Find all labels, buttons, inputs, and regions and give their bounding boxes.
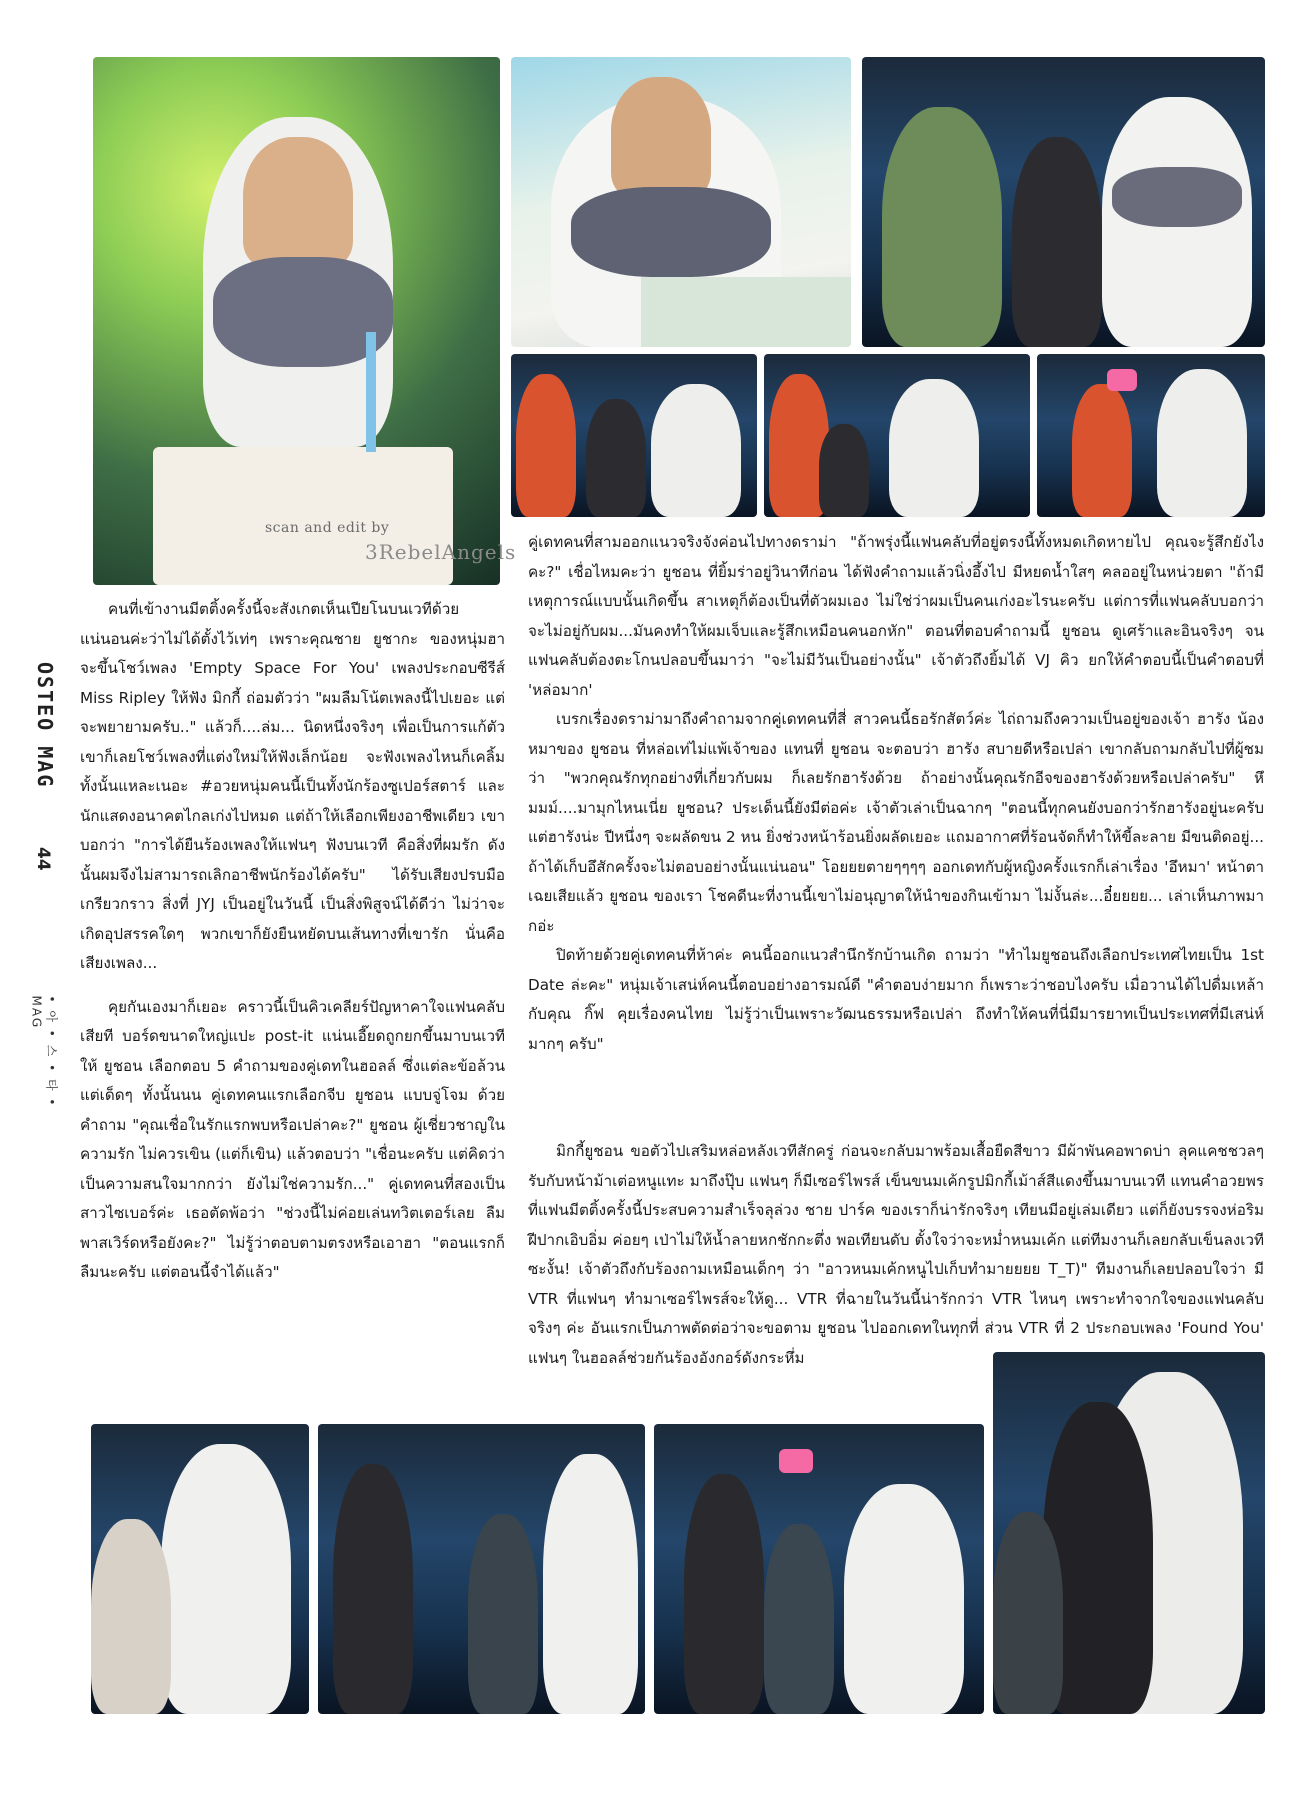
photo-guest-2 — [764, 354, 1030, 517]
guest-figure — [516, 374, 576, 517]
person-figure — [844, 1484, 964, 1714]
guest-figure — [764, 1524, 834, 1714]
right-text-column — [528, 528, 1264, 1059]
guest-figure — [819, 424, 869, 517]
left-text-column — [80, 595, 505, 1288]
photo-bottom-3 — [654, 1424, 984, 1714]
photo-guest-1 — [511, 354, 757, 517]
credit-line-1: scan and edit by — [265, 520, 390, 536]
photo-stage-guests — [862, 57, 1265, 347]
person-figure — [1157, 369, 1247, 517]
guest-figure — [91, 1519, 171, 1714]
guest-figure — [468, 1514, 538, 1714]
guest-figure — [684, 1474, 764, 1714]
face-figure — [611, 77, 711, 197]
photo-guest-3 — [1037, 354, 1265, 517]
guest-figure — [586, 399, 646, 517]
candle-figure — [366, 332, 376, 452]
guest-figure — [993, 1512, 1063, 1714]
guest-figure — [333, 1464, 413, 1714]
page-number: 44 — [33, 847, 53, 871]
guest-figure — [1072, 384, 1132, 517]
credit-line-2: 3RebelAngels — [365, 540, 517, 564]
paragraph: มิกกี้ยูชอน ขอตัวไปเสริมหล่อหลังเวทีสักครู่ ก่อนจะกลับมาพร้อมเสื้อยืดสีขาว มีผ้าพันคอพาดบ่า ลุคแคชชวลๆ รับกับหน้าม้าเต่อหนูแทะ มาถึงปุ๊บ แฟนๆ ก็มีเซอร์ไพรส์ เข็นขนมเค้กรูปมิกกี้เม้าส์สีแดงขึ้นมาบนเวที แทนคำอวยพรที่แฟนมีตติ้งครั้งนี้ประสบความสำเร็จลุล่วง ชาย ปาร์ค ของเราก็น่ารักจริงๆ เทียนมีอยู่เล่มเดียว แต่ก็ยังบรรจงห่อริมฝีปากเอิบอิ่ม ค่อยๆ เป่าไม่ให้น้ำลายหกชักกะตึ่ง พอเทียนดับ ตั้งใจว่าจะหม่ำหนมเค้ก แต่ทีมงานก็เลยกลับเข็นลงเวทีซะงั้น! เจ้าตัวถึงกับร้องถามเหมือนเด็กๆ ว่า "อาวหนมเค้กหนูไปเก็บทำมายยยย T_T)" ทีมงานก็เลยปลอบใจว่า มี VTR ที่แฟนๆ ทำมาเซอร์ไพรส์จะให้ดู... VTR ที่ฉายในวันนี้น่ารักกว่า VTR ไหนๆ เพราะทำจากใจของแฟนคลับจริงๆ ค่ะ อันแรกเป็นภาพตัดต่อว่าจะขอตาม ยูชอน ไปออกเดทในทุกที่ ส่วน VTR ที่ 2 ประกอบเพลง 'Found You' แฟนๆ ในฮอลล์ช่วยกันร้องอังกอร์ดังกระหึ่ม — [528, 1142, 1264, 1367]
photo-bottom-1 — [91, 1424, 309, 1714]
toy-hammer-figure — [1107, 369, 1137, 391]
face-figure — [243, 137, 353, 267]
person-figure — [651, 384, 741, 517]
person-figure — [161, 1444, 291, 1714]
photo-bottom-2 — [318, 1424, 645, 1714]
paragraph: เบรกเรื่องดราม่ามาถึงคำถามจากคู่เดทคนที่สี่ สาวคนนี้ธอรักสัตว์ค่ะ ไถ่ถามถึงความเป็นอยู่ของเจ้า ฮารัง น้องหมาของ ยูชอน ที่หล่อเท่ไม่แพ้เจ้าของ แทนที่ ยูชอน จะตอบว่า ฮารัง สบายดีหรือเปล่า เขากลับถามกลับไปที่ผู้ชมว่า "พวกคุณรักทุกอย่างที่เกี่ยวกับผม ก็เลยรักฮารังด้วย ถ้าอย่างนั้นคุณรักอีจของฮารังด้วยหรือเปล่าครับ" หึมมม์....มามุกไหนเนี่ย ยูชอน? ประเด็นนี้ยังมีต่อค่ะ เจ้าตัวเล่าเป็นฉากๆ "ตอนนี้ทุกคนยังบอกว่ารักฮารังอยู่นะครับ แต่ฮารังน่ะ ปีหนึ่งๆ จะผลัดขน 2 หน ยิ่งช่วงหน้าร้อนยิ่งผลัดเยอะ แถมอากาศที่ร้อนจัดก็ทำให้ขี้ละลาย มีขนติดอยู่... ถ้าได้เก็บอึสักครั้งจะไม่ตอบอย่างนั้นแน่นอน" โอยยยตายๆๆๆๆ ออกเดทกับผู้หญิงครั้งแรกก็เล่าเรื่อง 'อึหมา' หน้าตาเฉยเสียแล้ว ยูชอน ของเรา โชคดีนะที่งานนี้เขาไม่อนุญาตให้นำของกินเข้ามา ไม่งั้นล่ะ...อี๋ยยยย... เล่าเห็นภาพมากอ่ะ — [528, 710, 1264, 935]
sidebar-text: • 아 • 스 • 타 • MAG — [29, 995, 59, 1108]
magazine-sidebar — [29, 662, 60, 1190]
magazine-brand: OSTEO MAG — [33, 662, 57, 789]
cake-figure — [153, 447, 453, 585]
person-figure — [889, 379, 979, 517]
right-text-column-lower — [528, 1137, 1264, 1373]
guest-figure — [1012, 137, 1102, 347]
person-figure — [543, 1454, 638, 1714]
photo-bottom-4 — [993, 1352, 1265, 1714]
scarf-figure — [1112, 167, 1242, 227]
paragraph: คนที่เข้างานมีตติ้งครั้งนี้จะสังเกตเห็นเปียโนบนเวทีด้วย แน่นอนค่ะว่าไม่ได้ตั้งไว้เท่ๆ เพราะคุณชาย ยูชากะ ของหนุ่มฮา จะขึ้นโชว์เพลง 'Empty Space For You' เพลงประกอบซีรีส์ Miss Ripley ให้ฟัง มิกกี้ ถ่อมตัวว่า "ผมลืมโน้ตเพลงนี้ไปเยอะ แต่จะพยายามครับ.." แล้วก็....ล่ม... นิดหนึ่งจริงๆ เพื่อเป็นการแก้ตัว เขาก็เลยโชว์เพลงที่แต่งใหม่ให้ฟังเล็กน้อย จะฟังเพลงไหนก็เคลิ้มทั้งนั้นแหละเนอะ #อวยหนุ่มคนนี้เป็นทั้งนักร้องซูเปอร์สตาร์ และนักแสดงอนาคตไกลเก่งไปหมด แต่ถ้าให้เลือกเพียงอาชีพเดียว เขาบอกว่า "การได้ยืนร้องเพลงให้แฟนๆ ฟังบนเวที คือสิ่งที่ผมรัก ดังนั้นผมจึงไม่สามารถเลิกอาชีพนักร้องได้ครับ" ได้รับเสียงปรบมือเกรียวกราว สิ่งที่ JYJ เป็นอยู่ในวันนี้ เป็นสิ่งพิสูจน์ได้ดีว่า ไม่ว่าจะเกิดอุปสรรคใดๆ พวกเขาก็ยังยืนหยัดบนเส้นทางที่เขารัก นั่นคือเสียงเพลง... — [80, 600, 505, 972]
toy-hammer-figure — [779, 1449, 813, 1473]
guest-figure — [882, 107, 1002, 347]
photo-birthday-cake — [93, 57, 500, 585]
paragraph: คู่เดทคนที่สามออกแนวจริงจังค่อนไปทางดราม่า "ถ้าพรุ่งนี้แฟนคลับที่อยู่ตรงนี้ทั้งหมดเกิดหายไป คุณจะรู้สึกยังไงคะ?" เชื่อไหมคะว่า ยูชอน ที่ยิ้มร่าอยู่วินาทีก่อน ได้ฟังคำถามแล้วนิ่งอึ้งไป มีหยดน้ำใสๆ คลออยู่ในหน่วยตา "ถ้ามีเหตุการณ์แบบนั้นเกิดขึ้น สาเหตุก็ต้องเป็นที่ตัวผมเอง ไม่ใช่ว่าผมเป็นคนเก่งอะไรนะครับ แต่การที่แฟนคลับบอกว่าจะไม่อยู่กับผม...มันคงทำให้ผมเจ็บและรู้สึกเหมือนคนอกหัก" ตอนที่ตอบคำถามนี้ ยูชอน ดูเศร้าและอินจริงๆ จนแฟนคลับต้องตะโกนปลอบขึ้นมาว่า "จะไม่มีวันเป็นอย่างนั้น" เจ้าตัวถึงยิ้มได้ VJ คิว ยกให้คำตอบนี้เป็นคำตอบที่ 'หล่อมาก' — [528, 533, 1264, 699]
cake-figure — [641, 277, 851, 347]
photo-blowing-candle — [511, 57, 851, 347]
paragraph: คุยกันเองมาก็เยอะ คราวนี้เป็นคิวเคลียร์ปัญหาคาใจแฟนคลับเสียที บอร์ดขนาดใหญ่แปะ post-it แน่นเอี๊ยดถูกยกขึ้นมาบนเวที ให้ ยูชอน เลือกตอบ 5 คำถามของคู่เดทในฮอลล์ ซึ่งแต่ละข้อล้วนแต่เด็ดๆ ทั้งนั้นนน คู่เดทคนแรกเลือกจีบ ยูชอน แบบจู่โจม ด้วยคำถาม "คุณเชื่อในรักแรกพบหรือเปล่าคะ?" ยูชอน ผู้เชี่ยวชาญในความรัก ไม่ควรเขิน (แต่ก็เขิน) แล้วตอบว่า "เชื่อนะครับ แต่คิดว่าเป็นความสนใจมากกว่า ยังไม่ใช่ความรัก..." คู่เดทคนที่สองเป็นสาวไซเบอร์ค่ะ เธอตัดพ้อว่า "ช่วงนี้ไม่ค่อยเล่นทวิตเตอร์เลย ลืมพาสเวิร์ดหรือยังคะ?" ไม่รู้ว่าตอบตามตรงหรือเอาฮา "ตอนแรกก็ลืมนะครับ แต่ตอนนี้จำได้แล้ว" — [80, 997, 505, 1281]
paragraph: ปิดท้ายด้วยคู่เดทคนที่ห้าค่ะ คนนี้ออกแนวสำนึกรักบ้านเกิด ถามว่า "ทำไมยูชอนถึงเลือกประเทศไทยเป็น 1st Date ล่ะคะ" หนุ่มเจ้าเสน่ห์คนนี้ตอบอย่างอารมณ์ดี "คำตอบง่ายมาก ก็เพราะว่าชอบไงครับ เมื่อวานได้ไปดื่มเหล้ากับคุณ กิ๊ฟ คุยเรื่องคนไทย ไม่รู้ว่าเป็นเพราะวัฒนธรรมหรือเปล่า ถึงทำให้คนที่นี่มีมารยาทเป็นประเทศที่มีเสน่ห์มากๆ ครับ" — [528, 946, 1264, 1053]
scarf-figure — [571, 187, 771, 277]
